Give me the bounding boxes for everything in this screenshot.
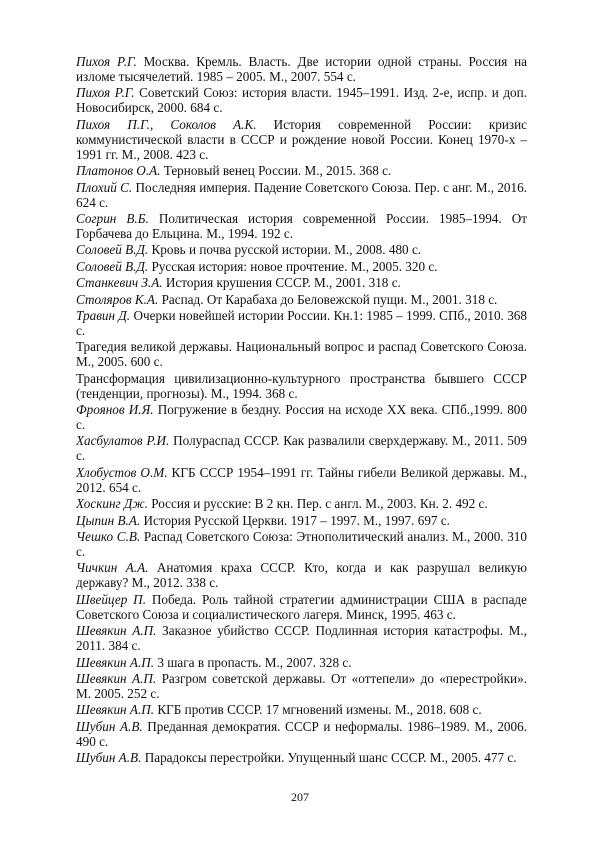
entry-author: Соловей В.Д. (76, 258, 149, 274)
entry-author: Хоскинг Дж. (76, 496, 148, 512)
entry-text: Терновый венец России. М., 2015. 368 с. (160, 163, 392, 179)
page-number: 207 (291, 790, 309, 804)
bibliography-list (76, 54, 527, 765)
bibliography-entry (76, 719, 527, 749)
entry-text: Полураспад СССР. Как развалили сверхдержаву. М., 2011. 509 с. (76, 433, 528, 464)
entry-author: Пихоя Р.Г. (76, 54, 137, 69)
entry-author: Станкевич З.А. (76, 275, 163, 291)
bibliography-entry (76, 750, 527, 765)
entry-author: Шевякин А.П. (76, 654, 155, 670)
entry-text: История Русской Церкви. 1917 – 1997. М., 1997. 697 с. (140, 512, 450, 528)
entry-text: Русская история: новое прочтение. М., 2005. 320 с. (148, 258, 438, 274)
bibliography-entry (76, 292, 527, 307)
bibliography-entry (76, 259, 527, 274)
bibliography-entry (76, 85, 527, 115)
entry-author: Чешко С.В. (76, 529, 141, 545)
entry-author: Швейцер П. (76, 591, 147, 607)
entry-author: Шубин А.В. (76, 750, 142, 766)
entry-author: Цыпин В.А. (76, 512, 141, 528)
bibliography-entry (76, 702, 527, 717)
entry-text: Заказное убийство СССР. Подлинная история катастрофы. М., 2011. 384 с. (76, 623, 527, 654)
entry-author: Травин Д. (76, 307, 131, 323)
bibliography-entry (76, 623, 527, 653)
entry-author: Шубин А.В. (76, 718, 143, 734)
bibliography-entry (76, 339, 527, 369)
entry-author: Шевякин А.П. (76, 702, 155, 718)
entry-author: Шевякин А.П. (76, 670, 157, 686)
entry-author: Фроянов И.Я. (76, 402, 154, 418)
entry-author: Платонов О.А. (76, 163, 161, 179)
bibliography-entry (76, 402, 527, 432)
bibliography-entry (76, 560, 527, 590)
bibliography-entry (76, 371, 527, 401)
entry-author: Согрин В.Б. (76, 210, 149, 226)
entry-text: Парадоксы перестройки. Упущенный шанс СССР. М., 2005. 477 с. (141, 750, 517, 766)
bibliography-entry (76, 465, 527, 495)
bibliography-entry (76, 211, 527, 241)
entry-text: Распад Советского Союза: Этнополитический анализ. М., 2000. 310 с. (76, 529, 527, 560)
entry-text: История крушения СССР. М., 2001. 318 с. (162, 275, 401, 291)
entry-text: Погружение в бездну. Россия на исходе XX века. СПб.,1999. 800 с. (76, 402, 527, 433)
entry-author: Хлобустов О.М. (76, 464, 168, 480)
bibliography-entry (76, 592, 527, 622)
bibliography-entry (76, 671, 527, 701)
entry-author: Соловей В.Д. (76, 242, 149, 258)
bibliography-page (76, 54, 527, 767)
entry-author: Шевякин А.П. (76, 623, 157, 639)
bibliography-entry (76, 242, 527, 257)
entry-text: Советский Союз: история власти. 1945–1991. Изд. 2-е, испр. и доп. Новосибирск, 2000. 684 с. (76, 85, 527, 116)
bibliography-entry (76, 54, 527, 84)
entry-text: КГБ против СССР. 17 мгновений измены. М., 2018. 608 с. (154, 702, 482, 718)
bibliography-entry (76, 496, 527, 511)
entry-text: Распад. От Карабаха до Беловежской пущи. М., 2001. 318 с. (158, 291, 498, 307)
entry-text: Кровь и почва русской истории. М., 2008. 480 с. (148, 242, 422, 258)
entry-author: Столяров К.А. (76, 291, 159, 307)
bibliography-entry (76, 163, 527, 178)
bibliography-entry (76, 529, 527, 559)
entry-text: Трансформация цивилизационно-культурного пространства бывшего СССР (тенденции, прогнозы). М., 1994. 368 с. (76, 370, 527, 401)
entry-text: Разгром советской державы. От «оттепели» до «перестройки». М. 2005. 252 с. (76, 670, 527, 701)
entry-author: Хасбулатов Р.И. (76, 433, 170, 449)
bibliography-entry (76, 275, 527, 290)
bibliography-entry (76, 308, 527, 338)
entry-author: Пихоя Р.Г. (76, 85, 135, 101)
entry-author: Плохий С. (76, 179, 133, 195)
bibliography-entry (76, 180, 527, 210)
bibliography-entry (76, 655, 527, 670)
bibliography-entry (76, 513, 527, 528)
entry-text: Преданная демократия. СССР и неформалы. 1986–1989. М., 2006. 490 с. (76, 718, 527, 749)
bibliography-entry (76, 433, 527, 463)
entry-text: 3 шага в пропасть. М., 2007. 328 с. (154, 654, 352, 670)
entry-text: Последняя империя. Падение Советского Союза. Пер. с анг. М., 2016. 624 с. (76, 179, 527, 210)
entry-text: История современной России: кризис коммунистической власти в СССР и рождение новой России. Конец 1970-х – 1991 гг. М., 2008. 423 с. (76, 116, 527, 162)
entry-text: Россия и русские: В 2 кн. Пер. с англ. М., 2003. Кн. 2. 492 с. (147, 496, 488, 512)
entry-text: Политическая история современной России. 1985–1994. От Горбачева до Ельцина. М., 1994. 192 с. (76, 210, 527, 241)
entry-text: Анатомия краха СССР. Кто, когда и как разрушал великую державу? М., 2012. 338 с. (76, 560, 527, 591)
entry-author: Чичкин А.А. (76, 560, 149, 576)
entry-author: Пихоя П.Г., Соколов А.К. (76, 116, 257, 132)
bibliography-entry (76, 117, 527, 162)
entry-text: Москва. Кремль. Власть. Две истории одной страны. Россия на изломе тысячелетий. 1985 – 2005. М., 2007. 554 с. (76, 54, 528, 84)
entry-text: КГБ СССР 1954–1991 гг. Тайны гибели Великой державы. М., 2012. 654 с. (76, 464, 528, 495)
entry-text: Победа. Роль тайной стратегии администрации США в распаде Советского Союза и социалистического лагеря. Минск, 1995. 463 с. (76, 591, 527, 622)
entry-text: Очерки новейшей истории России. Кн.1: 1985 – 1999. СПб., 2010. 368 с. (76, 307, 527, 338)
entry-text: Трагедия великой державы. Национальный вопрос и распад Советского Союза. М., 2005. 600 с. (76, 339, 527, 370)
